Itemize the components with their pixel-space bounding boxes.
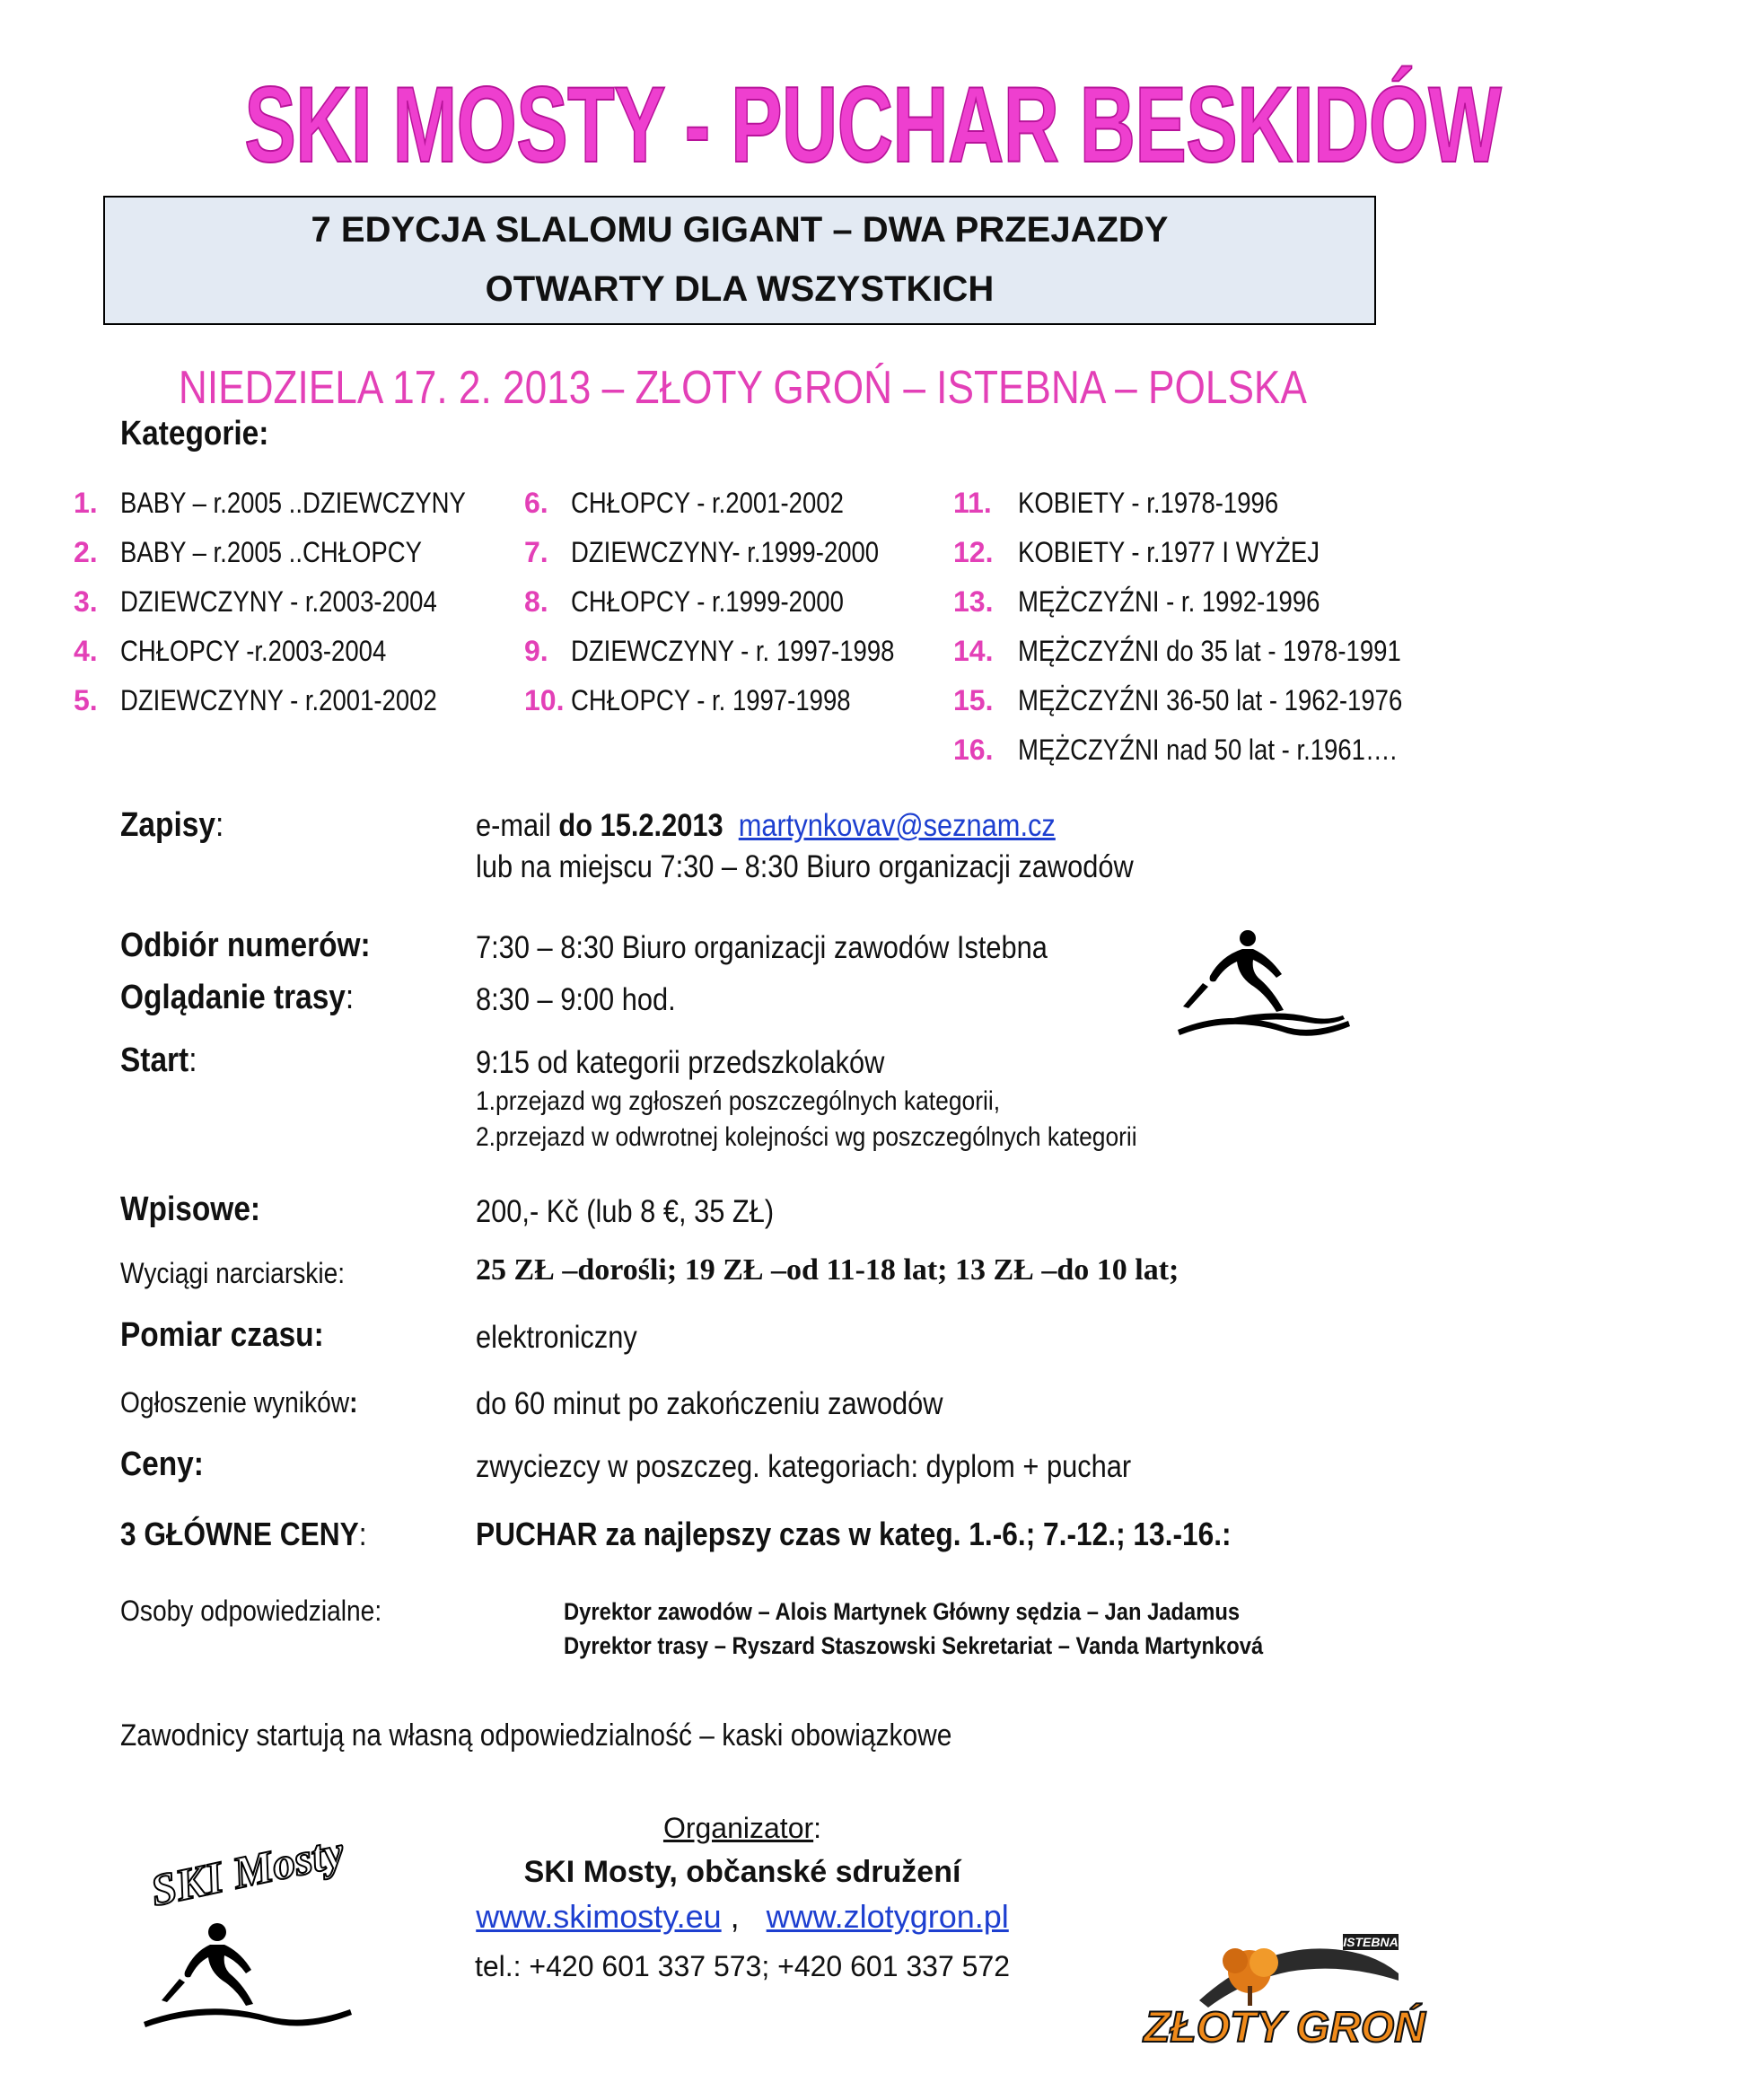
organizer-links: www.skimosty.eu , www.zlotygron.pl — [476, 1898, 1009, 1935]
email-link[interactable]: martynkovav@seznam.cz — [738, 808, 1056, 843]
results-announcement-value: do 60 minut po zakończeniu zawodów — [476, 1386, 943, 1421]
ski-lifts-label: Wyciągi narciarskie: — [120, 1257, 346, 1289]
skier-icon — [1176, 929, 1355, 1046]
organizer-phone: tel.: +420 601 337 573; +420 601 337 572 — [474, 1950, 1011, 1982]
ski-mosty-logo-text: SKI Mosty — [146, 1825, 349, 1916]
officials-line-1: Dyrektor zawodów – Alois Martynek Główny sędzia – Jan Jadamus — [564, 1598, 1241, 1625]
start-note-2: 2.przejazd w odwrotnej kolejności wg poszczególnych kategorii — [476, 1122, 1137, 1152]
prizes-label: Ceny: — [120, 1445, 204, 1483]
course-inspection-value: 8:30 – 9:00 hod. — [476, 982, 676, 1017]
ski-lifts-value: 25 ZŁ –dorośli; 19 ZŁ –od 11-18 lat; 13 ZŁ –do 10 lat; — [476, 1253, 1179, 1287]
zlotygron-link[interactable]: www.zlotygron.pl — [766, 1898, 1009, 1935]
subtitle-line-1: 7 EDYCJA SLALOMU GIGANT – DWA PRZEJAZDY — [311, 210, 1169, 250]
timing-label: Pomiar czasu: — [120, 1316, 324, 1354]
zloty-gron-logo-text: ZŁOTY GROŃ — [1144, 2004, 1425, 2052]
start-label: Start: — [120, 1041, 197, 1079]
zloty-gron-logo — [1144, 1918, 1425, 2052]
bib-pickup-value: 7:30 – 8:30 Biuro organizacji zawodów Istebna — [476, 930, 1048, 965]
organizer-label: Organizator: — [662, 1812, 822, 1844]
main-prizes-value: PUCHAR za najlepszy czas w kateg. 1.-6.; 7.-12.; 13.-16.: — [476, 1516, 1232, 1552]
course-inspection-label: Oglądanie trasy: — [120, 979, 355, 1016]
officials-label: Osoby odpowiedzialne: — [120, 1595, 382, 1627]
results-announcement-label: Ogłoszenie wyników: — [120, 1386, 358, 1419]
event-date-line: NIEDZIELA 17. 2. 2013 – ZŁOTY GROŃ – ISTEBNA – POLSKA — [178, 362, 1307, 414]
entry-fee-value: 200,- Kč (lub 8 €, 35 ZŁ) — [476, 1194, 775, 1229]
disclaimer: Zawodnicy startują na własną odpowiedzialność – kaski obowiązkowe — [120, 1718, 952, 1753]
ski-mosty-logo — [135, 1814, 368, 2038]
page-title: SKI MOSTY - PUCHAR BESKIDÓW — [244, 65, 1502, 185]
main-prizes-label: 3 GŁÓWNE CENY: — [120, 1516, 367, 1552]
start-value: 9:15 od kategorii przedszkolaków — [476, 1045, 885, 1080]
timing-value: elektroniczny — [476, 1320, 637, 1355]
subtitle-box — [103, 196, 1376, 325]
categories-heading: Kategorie: — [120, 415, 269, 453]
officials-line-2: Dyrektor trasy – Ryszard Staszowski Sekretariat – Vanda Martynková — [564, 1632, 1264, 1659]
start-note-1: 1.przejazd wg zgłoszeń poszczególnych kategorii, — [476, 1086, 1001, 1116]
subtitle-line-2: OTWARTY DLA WSZYSTKICH — [485, 269, 995, 309]
istebna-logo-text: ISTEBNA — [1343, 1935, 1399, 1949]
organizer-name: SKI Mosty, občanské sdružení — [523, 1855, 961, 1889]
registration-onsite: lub na miejscu 7:30 – 8:30 Biuro organizacji zawodów — [476, 849, 1134, 884]
entry-fee-label: Wpisowe: — [120, 1191, 261, 1228]
bib-pickup-label: Odbiór numerów: — [120, 927, 371, 964]
skimosty-link[interactable]: www.skimosty.eu — [476, 1898, 722, 1935]
prizes-value: zwyciezcy w poszczeg. kategoriach: dyplom + puchar — [476, 1449, 1132, 1484]
registration-value: e-mail do 15.2.2013 martynkovav@seznam.cz — [476, 808, 1056, 843]
registration-label: Zapisy: — [120, 806, 224, 844]
